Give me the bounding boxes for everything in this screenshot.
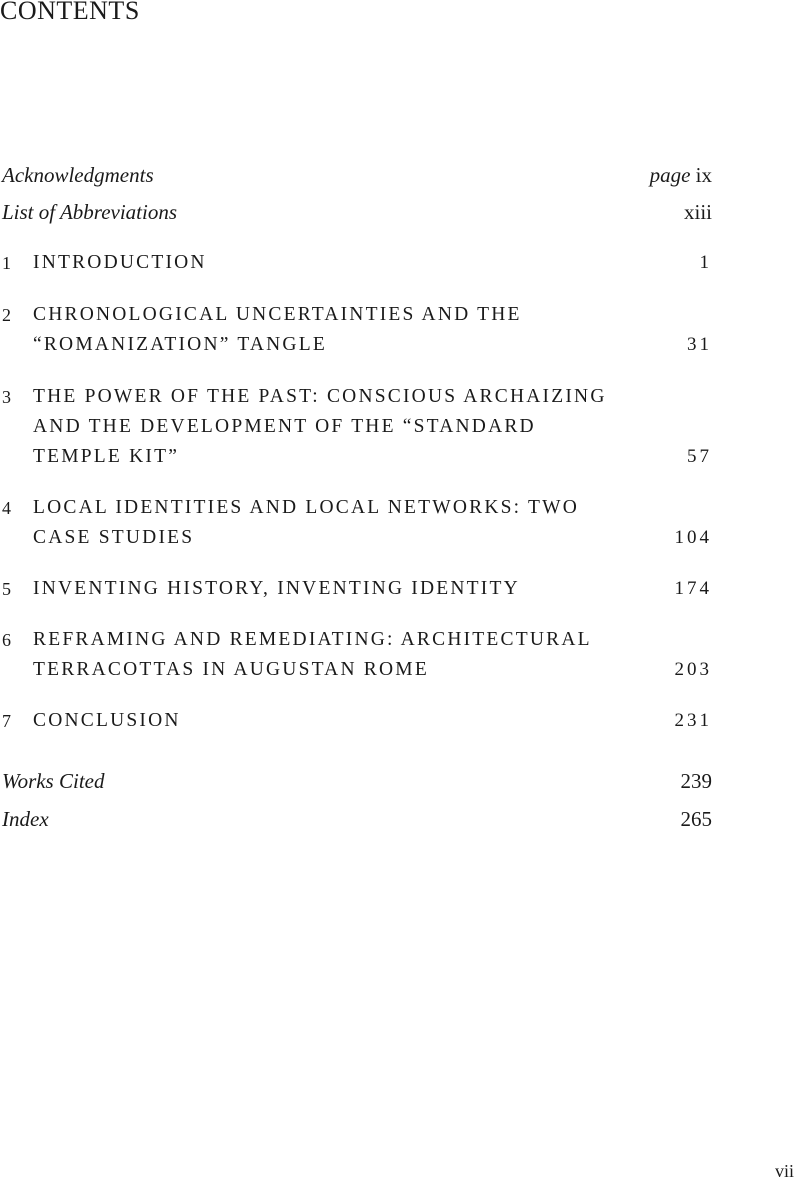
entry-page: 239 — [680, 769, 712, 793]
entry-label: List of Abbreviations — [2, 200, 178, 224]
page-prefix: page — [649, 163, 691, 187]
entry-label: Acknowledgments — [2, 163, 154, 187]
chapter-title-line: CASE STUDIES — [33, 527, 195, 548]
chapter-title-line: LOCAL IDENTITIES AND LOCAL NETWORKS: TWO — [33, 497, 580, 518]
chapter-title-line: AND THE DEVELOPMENT OF THE “STANDARD — [33, 416, 536, 437]
chapter-title — [33, 382, 673, 472]
chapter-page: 57 — [687, 446, 712, 467]
entry-label: Index — [2, 807, 49, 831]
toc-entry-index[interactable] — [2, 806, 712, 832]
entry-label: Works Cited — [2, 769, 105, 793]
chapter-number: 1 — [2, 253, 11, 273]
entry-page: 265 — [680, 807, 712, 831]
page-number: xiii — [683, 200, 712, 224]
page-number: ix — [695, 163, 712, 187]
chapter-title-line: INVENTING HISTORY, INVENTING IDENTITY — [33, 578, 520, 599]
toc-entry-acknowledgments[interactable] — [2, 162, 712, 188]
chapter-title — [33, 574, 673, 604]
chapter-number: 3 — [2, 387, 11, 407]
entry-page — [650, 162, 712, 188]
chapter-title-line: CONCLUSION — [33, 710, 181, 731]
page-title: CONTENTS — [0, 0, 140, 25]
chapter-title-line: THE POWER OF THE PAST: CONSCIOUS ARCHAIZING — [33, 386, 607, 407]
chapter-page: 1 — [699, 252, 712, 273]
chapter-page: 104 — [674, 527, 712, 548]
chapter-title — [33, 706, 673, 736]
chapter-page: 231 — [674, 710, 712, 731]
chapter-title — [33, 493, 673, 553]
entry-page — [684, 199, 712, 225]
chapter-page: 31 — [687, 334, 712, 355]
chapter-number: 4 — [2, 498, 11, 518]
chapter-title-line: CHRONOLOGICAL UNCERTAINTIES AND THE — [33, 304, 522, 325]
chapter-title-line: INTRODUCTION — [33, 252, 207, 273]
chapter-title-line: REFRAMING AND REMEDIATING: ARCHITECTURAL — [33, 629, 592, 650]
chapter-number: 7 — [2, 711, 11, 731]
toc-entry-abbreviations[interactable] — [2, 199, 712, 225]
chapter-number: 6 — [2, 630, 11, 650]
chapter-title — [33, 248, 673, 278]
chapter-title-line: TERRACOTTAS IN AUGUSTAN ROME — [33, 659, 429, 680]
chapter-page: 174 — [674, 578, 712, 599]
toc-entry-works-cited[interactable] — [2, 768, 712, 794]
chapter-title-line: “ROMANIZATION” TANGLE — [33, 334, 327, 355]
chapter-number: 2 — [2, 305, 11, 325]
chapter-number: 5 — [2, 579, 11, 599]
page-folio: vii — [774, 1161, 794, 1181]
chapter-page: 203 — [674, 659, 712, 680]
chapter-title-line: TEMPLE KIT” — [33, 446, 180, 467]
chapter-title — [33, 300, 673, 360]
chapter-title — [33, 625, 673, 685]
